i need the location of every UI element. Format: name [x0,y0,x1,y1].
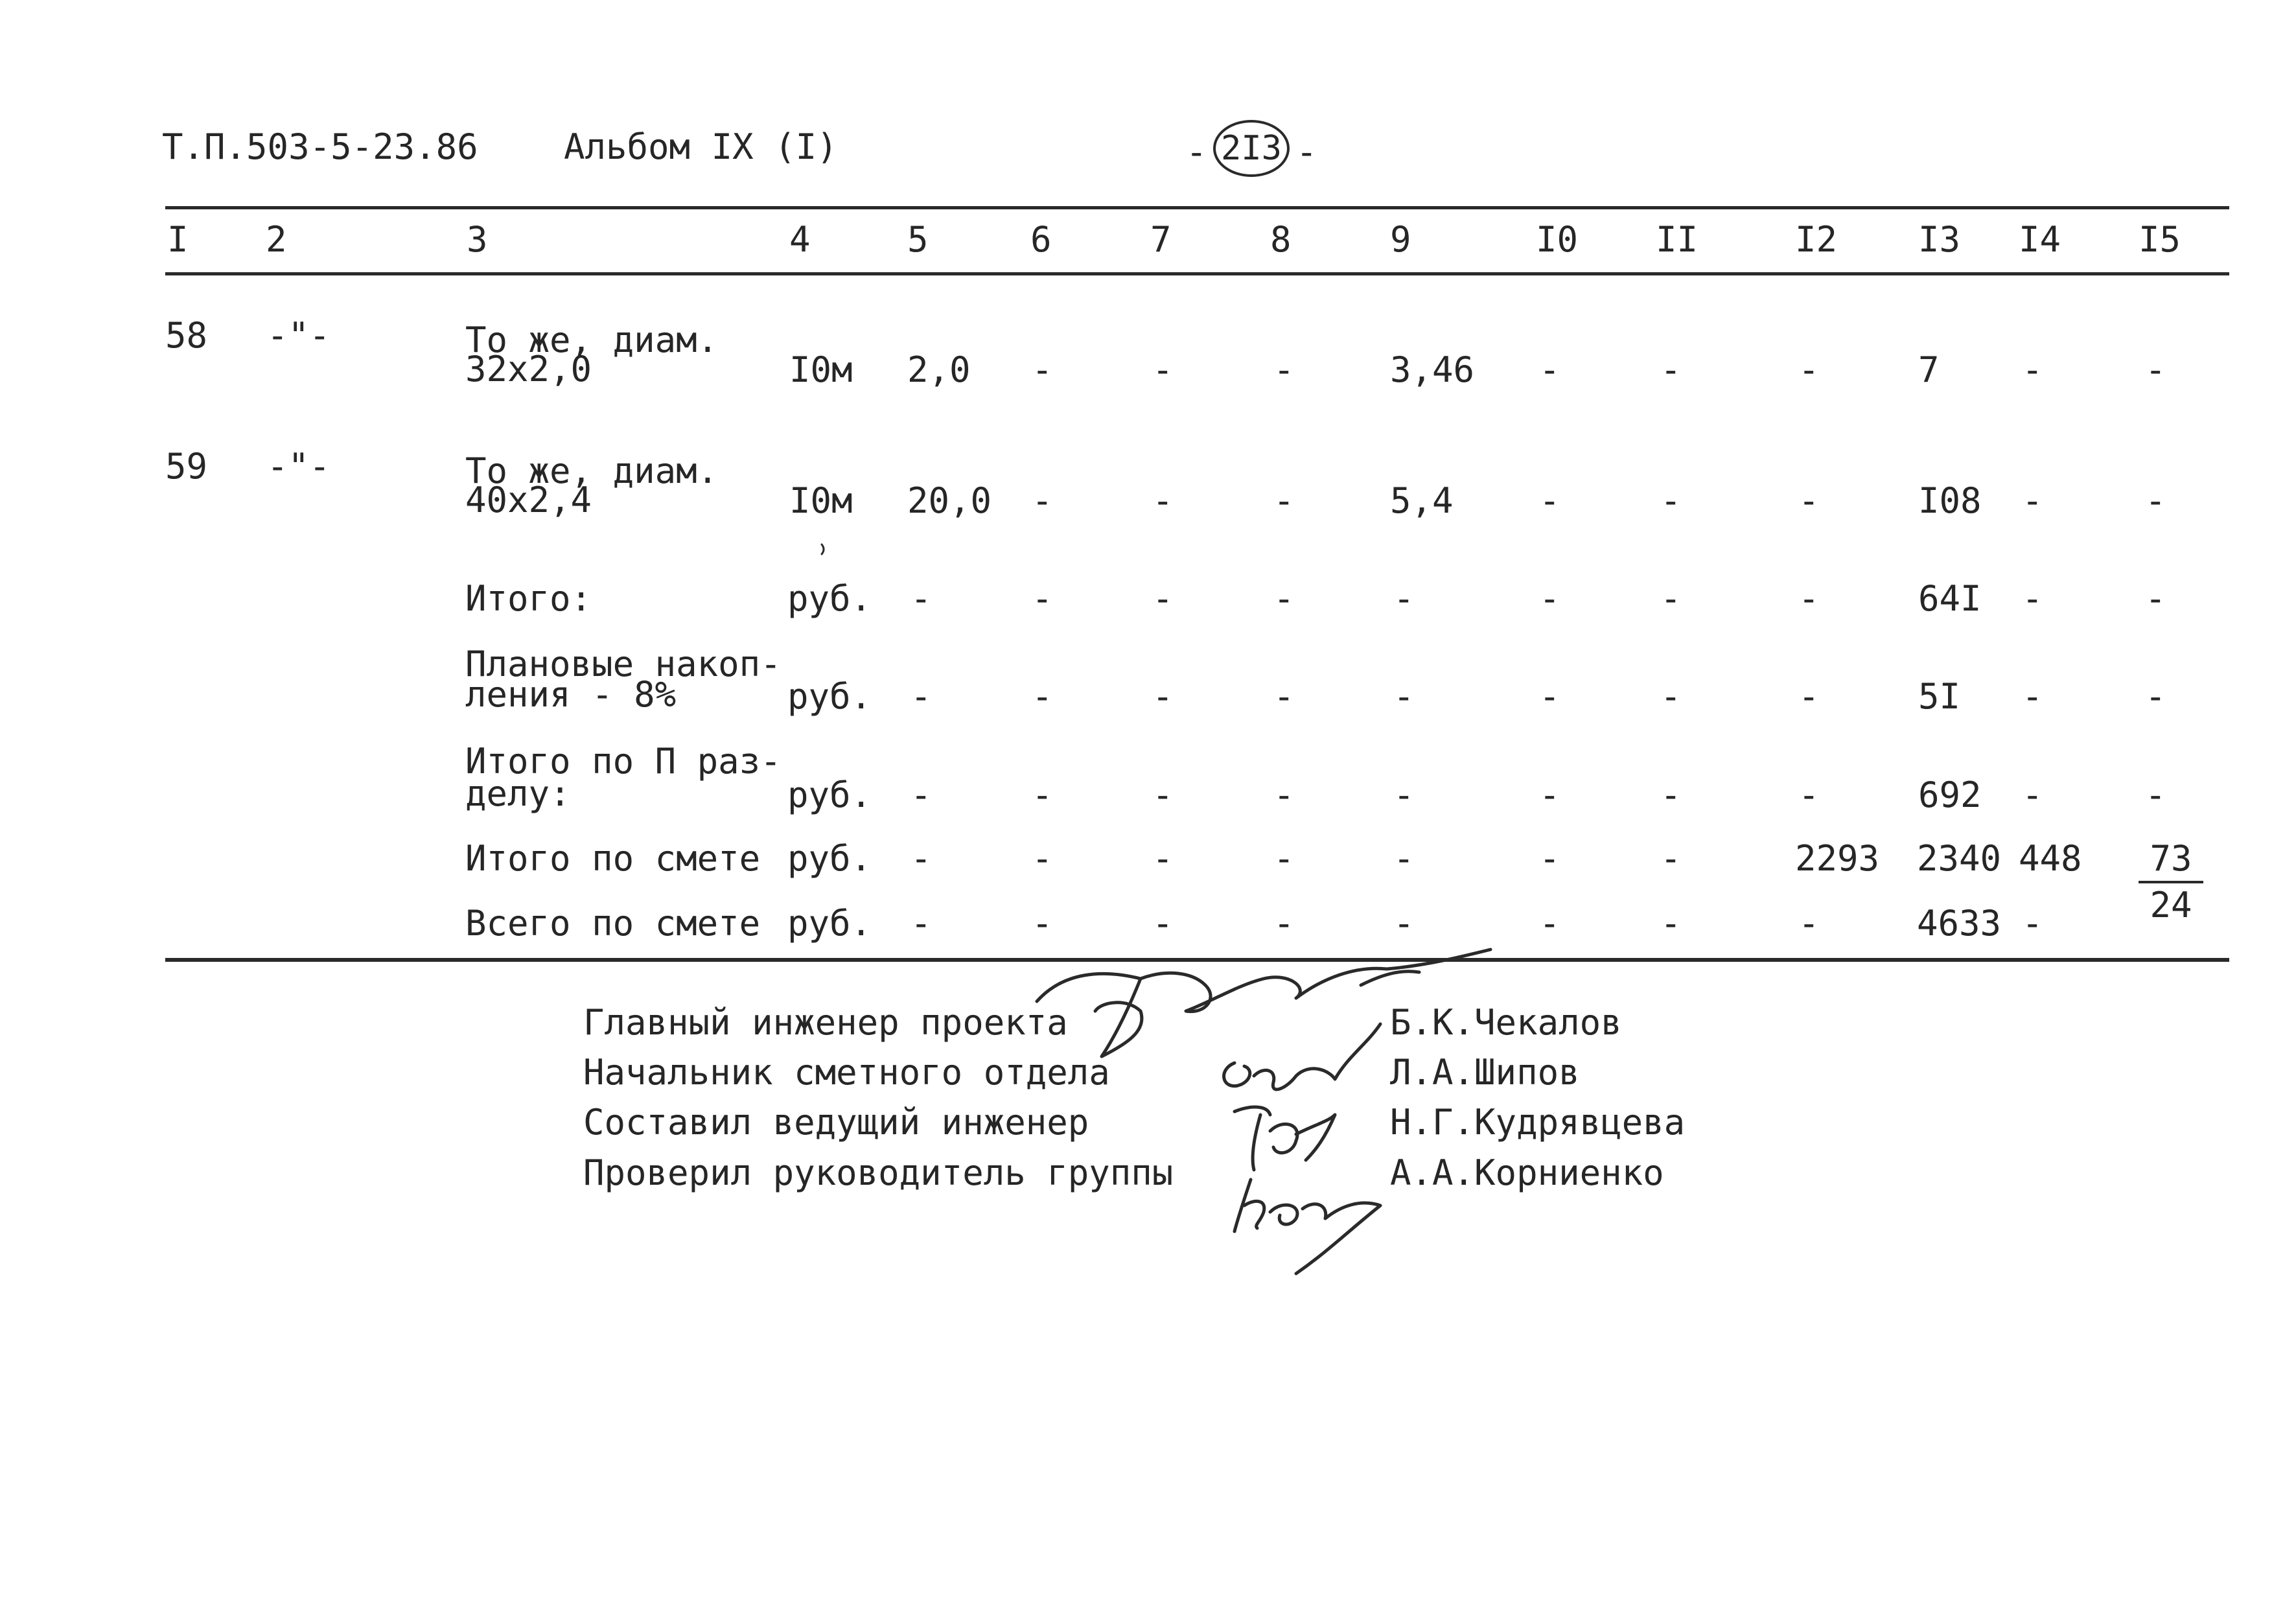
item-description: Всего по смете [465,903,761,944]
cell-col6: - [1032,676,1053,717]
signer-role: Главный инженер проекта [583,1002,1068,1043]
cell-col11: - [1660,349,1682,390]
fraction-numerator: 73 [2139,839,2203,883]
cell-col5: 2,0 [907,349,971,390]
cell-col11: - [1660,775,1682,815]
cell-col9: - [1393,578,1415,619]
row-number: 58 [165,315,208,356]
cell-col12: - [1798,676,1820,717]
cell-col6: - [1032,349,1053,390]
cell-col8: - [1273,838,1295,879]
column-number: 3 [467,219,488,260]
page-number-dash-left: - [1186,132,1207,172]
cell-col11: - [1660,480,1682,521]
signer-name: Н.Г.Кудрявцева [1390,1102,1686,1143]
column-number: I3 [1918,219,1961,260]
cell-col10: - [1539,676,1560,717]
cell-col13: 2340 [1917,838,2002,879]
item-description-line2: делу: [465,773,571,814]
cell-col7: - [1152,480,1174,521]
column-number: 5 [907,219,929,260]
page-number: 2I3 [1213,120,1290,177]
cell-col6: - [1032,578,1053,619]
table-header-rule [165,272,2229,275]
cell-col13: 7 [1918,349,1940,390]
cell-col7: - [1152,676,1174,717]
column-number: 2 [266,219,287,260]
cell-col13: 4633 [1917,903,2002,944]
column-number: 8 [1270,219,1292,260]
cell-col13: 64I [1918,578,1982,619]
signature-2-stroke [1224,1024,1380,1089]
cell-col11: - [1660,676,1682,717]
signature-3-stroke [1235,1107,1335,1170]
column-number: 7 [1150,219,1172,260]
unit: I0м [789,480,853,521]
item-description-line2: 40х2,4 [465,480,592,520]
ditto-mark: -"- [267,315,330,356]
cell-col10: - [1539,578,1560,619]
item-description-line2: ления - 8% [465,674,677,715]
cell-col6: - [1032,838,1053,879]
cell-col14: - [2022,349,2043,390]
cell-col9: - [1393,775,1415,815]
signature-1-stroke [1361,972,1419,985]
cell-col9: 3,46 [1390,349,1475,390]
column-number: II [1656,219,1699,260]
cell-col13: 692 [1918,775,1982,815]
cell-col11: - [1660,838,1682,879]
cell-col14: - [2022,775,2043,815]
item-description: Итого по П раз- [465,741,782,782]
cell-col12: - [1798,903,1820,944]
column-number: 6 [1030,219,1052,260]
cell-col5: - [910,775,932,815]
unit: руб. [787,903,872,944]
item-description: То же, диам. [465,320,719,360]
column-number: I5 [2139,219,2181,260]
table-bottom-rule [165,958,2229,962]
cell-col9: - [1393,676,1415,717]
cell-col8: - [1273,676,1295,717]
table-top-rule [165,206,2229,209]
page-number-dash-right: - [1296,132,1317,172]
cell-col5: 20,0 [907,480,992,521]
cell-col10: - [1539,480,1560,521]
cell-col12: 2293 [1795,838,1880,879]
signer-role: Проверил руководитель группы [583,1152,1174,1193]
unit: руб. [787,838,872,879]
cell-col5: - [910,903,932,944]
column-number: I0 [1536,219,1579,260]
cell-col14: - [2022,480,2043,521]
cell-col13: 5I [1918,676,1961,717]
unit: руб. [787,578,872,619]
cell-col7: - [1152,775,1174,815]
item-description: То же, диам. [465,450,719,491]
cell-col11: - [1660,578,1682,619]
item-description: Итого по смете [465,838,761,879]
cell-col7: - [1152,903,1174,944]
cell-col15: - [2145,480,2166,521]
cell-col5: - [910,676,932,717]
cell-col9: 5,4 [1390,480,1454,521]
cell-col10: - [1539,838,1560,879]
item-description: Итого: [465,578,592,619]
cell-col8: - [1273,903,1295,944]
cell-col8: - [1273,775,1295,815]
cell-col12: - [1798,349,1820,390]
cell-col7: - [1152,838,1174,879]
signer-name: Б.К.Чекалов [1390,1002,1622,1043]
fraction-value [2139,839,2203,925]
cell-col12: - [1798,578,1820,619]
cell-col15: - [2145,349,2166,390]
item-description-line2: 32х2,0 [465,349,592,390]
unit: I0м [789,349,853,390]
signer-role: Составил ведущий инженер [583,1102,1089,1143]
cell-col8: - [1273,578,1295,619]
cell-col10: - [1539,775,1560,815]
signer-name: Л.А.Шипов [1390,1052,1580,1093]
unit: руб. [787,676,872,717]
column-number: 9 [1390,219,1411,260]
cell-col14: - [2022,903,2043,944]
cell-col8: - [1273,349,1295,390]
cell-col11: - [1660,903,1682,944]
cell-col14: - [2022,578,2043,619]
document-code: Т.П.503-5-23.86 [162,126,478,167]
cell-col5: - [910,578,932,619]
cell-col12: - [1798,775,1820,815]
signer-name: А.А.Корниенко [1390,1152,1664,1193]
cell-col14: 448 [2019,838,2082,879]
cell-col7: - [1152,349,1174,390]
cell-col6: - [1032,903,1053,944]
cell-col8: - [1273,480,1295,521]
cell-col12: - [1798,480,1820,521]
cell-col14: - [2022,676,2043,717]
signer-role: Начальник сметного отдела [583,1052,1110,1093]
album-label: Альбом IX (I) [564,126,838,167]
fraction-denominator: 24 [2150,885,2192,926]
cell-col9: - [1393,903,1415,944]
column-number: I [167,219,189,260]
item-description: Плановые накоп- [465,644,782,684]
cell-col15: - [2145,775,2166,815]
column-number: I2 [1795,219,1838,260]
cell-col10: - [1539,349,1560,390]
cell-col13: I08 [1918,480,1982,521]
cell-col5: - [910,838,932,879]
cell-col15: - [2145,676,2166,717]
ditto-mark: -"- [267,446,330,487]
column-number: I4 [2019,219,2061,260]
page-number-block [1186,120,1316,178]
cell-col7: - [1152,578,1174,619]
cell-col9: - [1393,838,1415,879]
cell-col6: - [1032,775,1053,815]
cell-col15: - [2145,578,2166,619]
cell-col6: - [1032,480,1053,521]
signature-mark [822,544,824,554]
column-number: 4 [789,219,811,260]
row-number: 59 [165,446,208,487]
unit: руб. [787,775,872,815]
signature-4-stroke [1235,1180,1380,1274]
cell-col10: - [1539,903,1560,944]
